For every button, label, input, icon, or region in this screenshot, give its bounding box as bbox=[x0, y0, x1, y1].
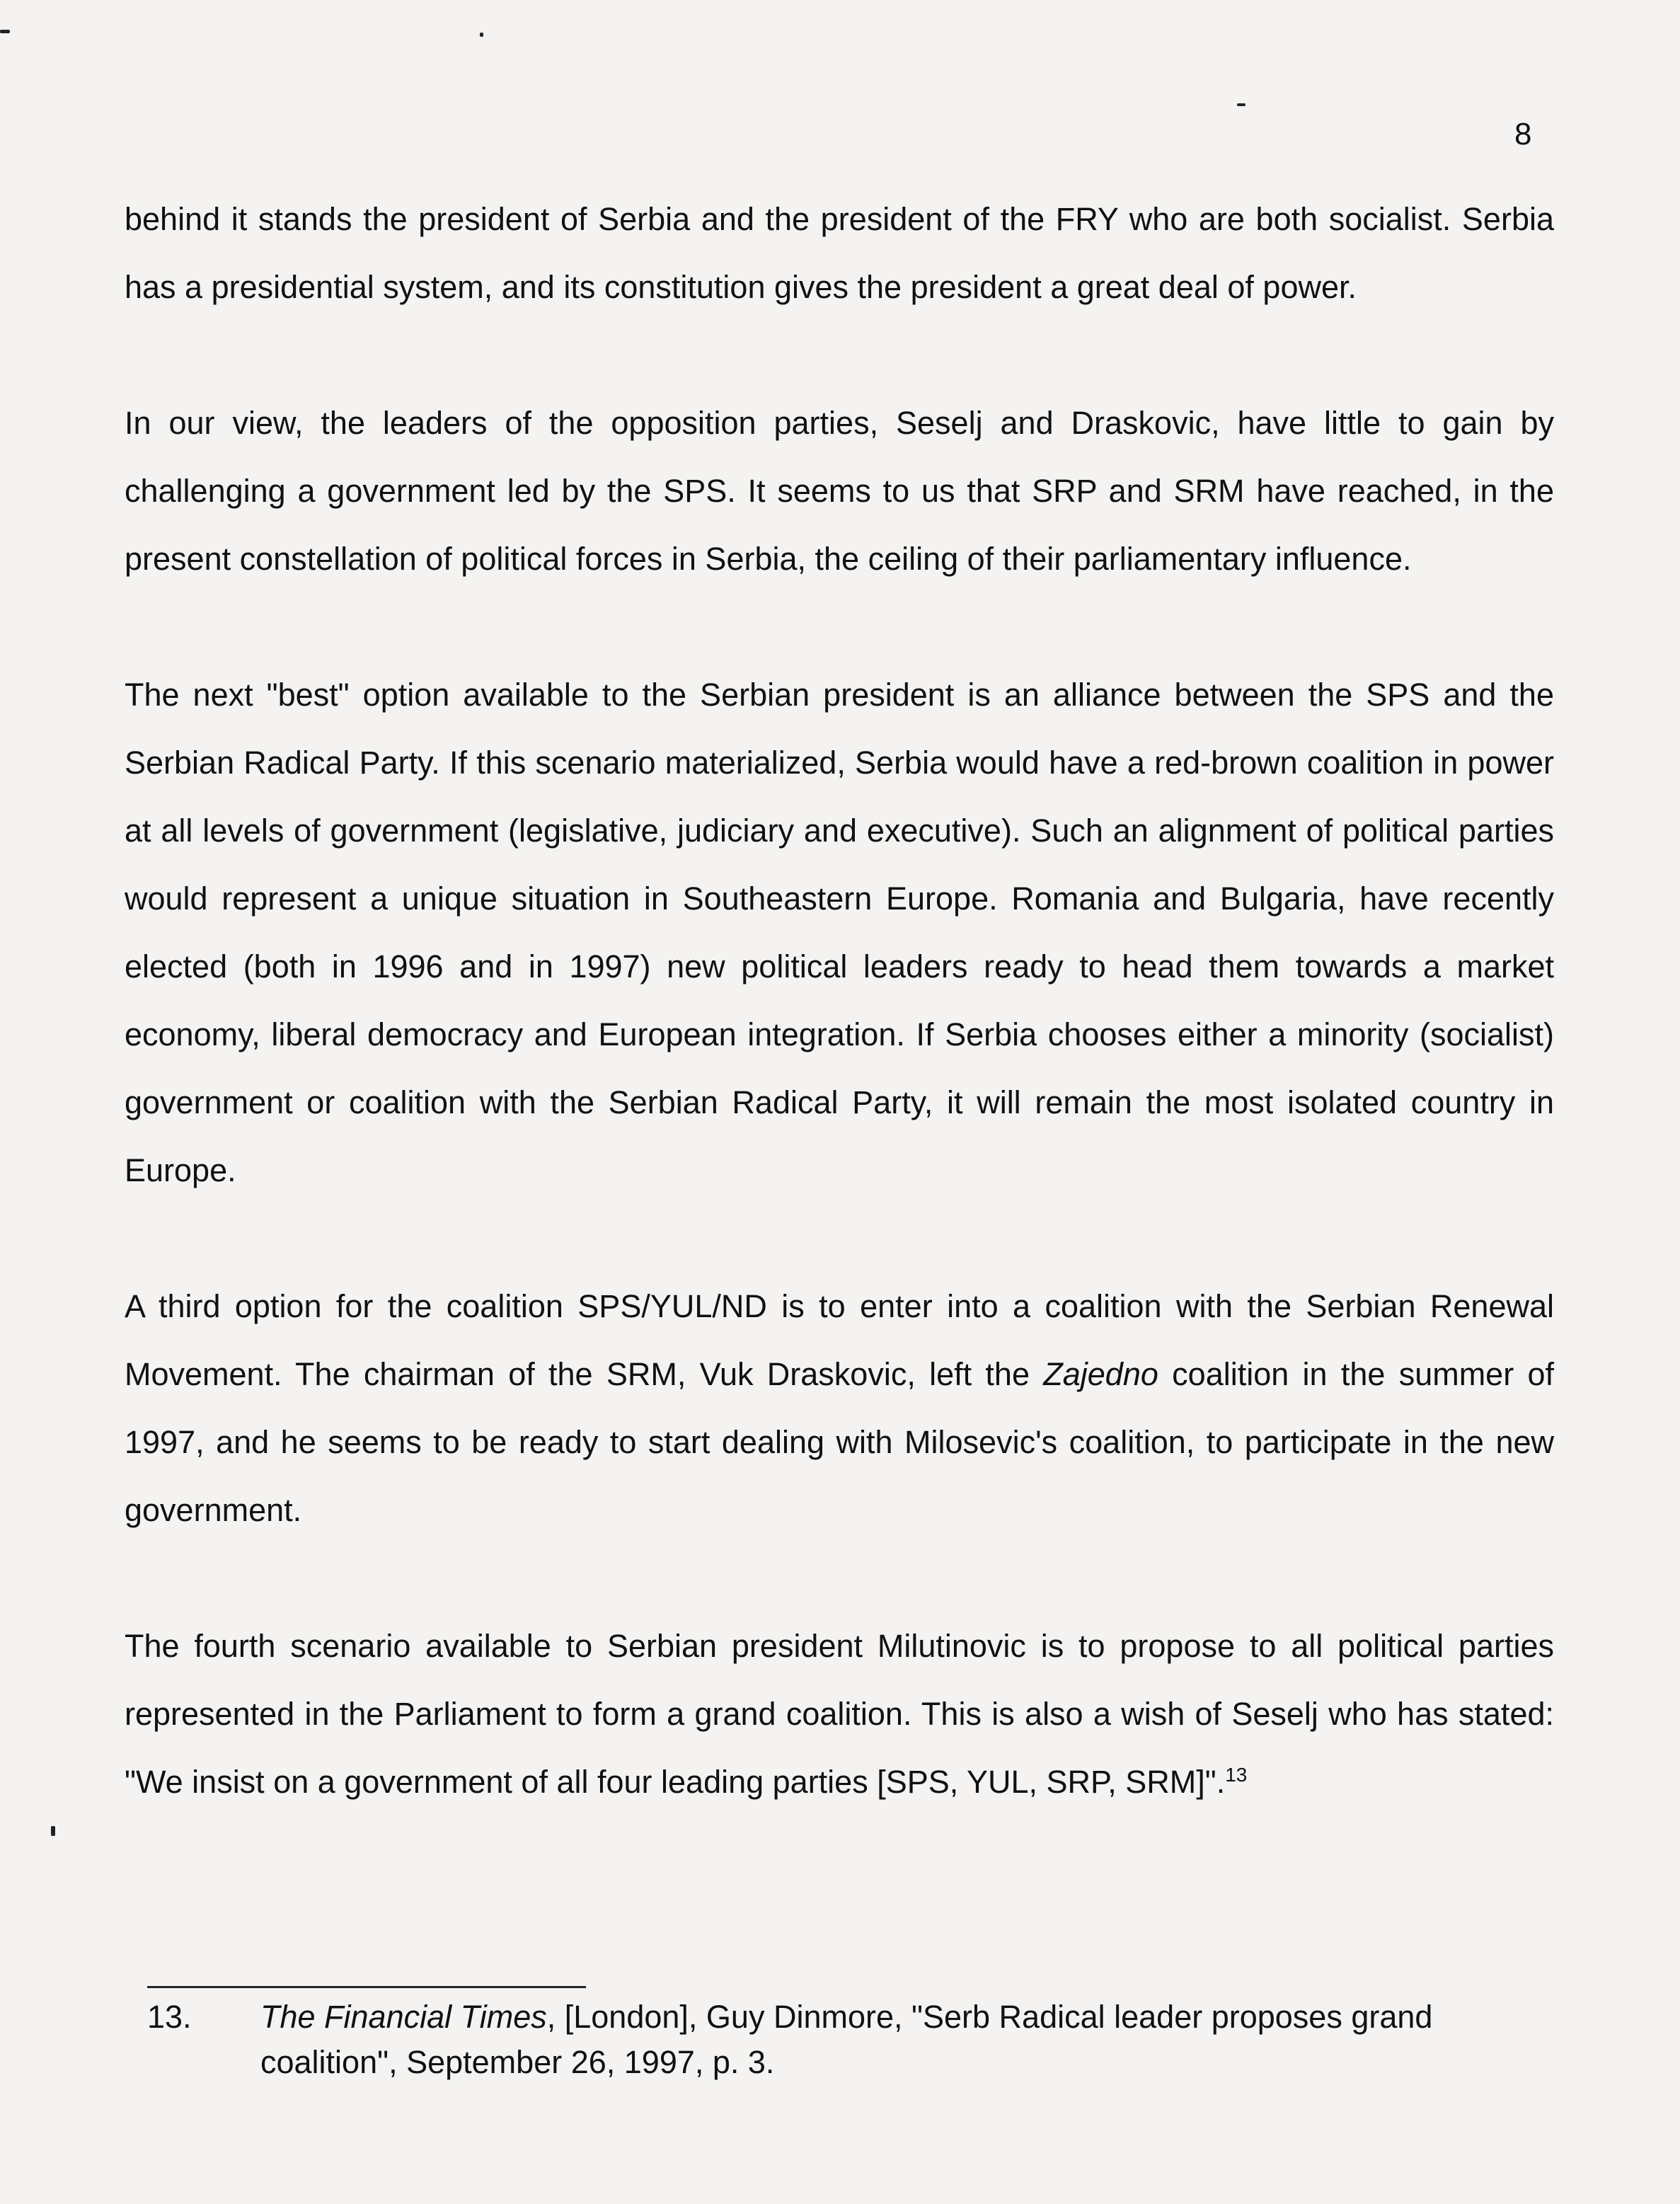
scan-speck bbox=[480, 33, 483, 37]
paragraph-5-text: The fourth scenario available to Serbian president Milutinovic is to propose to all political parties represented in the Parliament to form a grand coalition. This is also a wish of Seselj who has stated: "We insist on a government of all four leading parties [SPS, YUL, SRP, SRM]". bbox=[125, 1628, 1554, 1800]
paragraph-4-text-before: A third option for the coalition SPS/YUL/ND is to enter into a coalition with the Serbian Renewal Movement. The chairman of the SRM, Vuk Draskovic, left the bbox=[125, 1288, 1554, 1392]
paragraph-4 bbox=[125, 1273, 1554, 1544]
paragraph-4-text-after: coalition in the summer of 1997, and he seems to be ready to start dealing with Milosevic's coalition, to participate in the new government. bbox=[125, 1356, 1555, 1528]
paragraph-1: behind it stands the president of Serbia and the president of the FRY who are both socialist. Serbia has a presidential system, and its constitution gives the president a great deal of power. bbox=[125, 201, 1554, 305]
paragraph-4-italic-term: Zajedno bbox=[1043, 1356, 1158, 1392]
scan-speck bbox=[1237, 103, 1245, 106]
footnote bbox=[147, 1994, 1577, 2085]
paragraph-5 bbox=[125, 1612, 1554, 1816]
paragraph-2: In our view, the leaders of the opposition parties, Seselj and Draskovic, have little to gain by challenging a government led by the SPS. It seems to us that SRP and SRM have reached, in the present constellation of political forces in Serbia, the ceiling of their parliamentary influence. bbox=[125, 405, 1554, 577]
footnote-separator bbox=[147, 1986, 586, 1988]
scan-speck bbox=[51, 1826, 55, 1836]
paragraph-3: The next "best" option available to the Serbian president is an alliance between the SPS and the Serbian Radical Party. If this scenario materialized, Serbia would have a red-brown coalition in power at all levels of government (legislative, judiciary and executive). Such an alignment of political parties would represent a unique situation in Southeastern Europe. Romania and Bulgaria, have recently elected (both in 1996 and in 1997) new political leaders ready to head them towards a market economy, liberal democracy and European integration. If Serbia chooses either a minority (socialist) government or coalition with the Serbian Radical Party, it will remain the most isolated country in Europe. bbox=[125, 677, 1554, 1188]
footnote-number: 13. bbox=[147, 1999, 192, 2035]
footnote-text bbox=[260, 1994, 1577, 2085]
scan-speck bbox=[0, 30, 10, 33]
footnote-reference: 13 bbox=[1225, 1764, 1248, 1786]
footnote-source: The Financial Times bbox=[260, 1999, 547, 2035]
body-text bbox=[125, 185, 1554, 1884]
page-number: 8 bbox=[1514, 117, 1532, 151]
footnote-citation: , [London], Guy Dinmore, "Serb Radical leader proposes grand coalition", September 26, 1997, p. 3. bbox=[260, 1999, 1433, 2080]
